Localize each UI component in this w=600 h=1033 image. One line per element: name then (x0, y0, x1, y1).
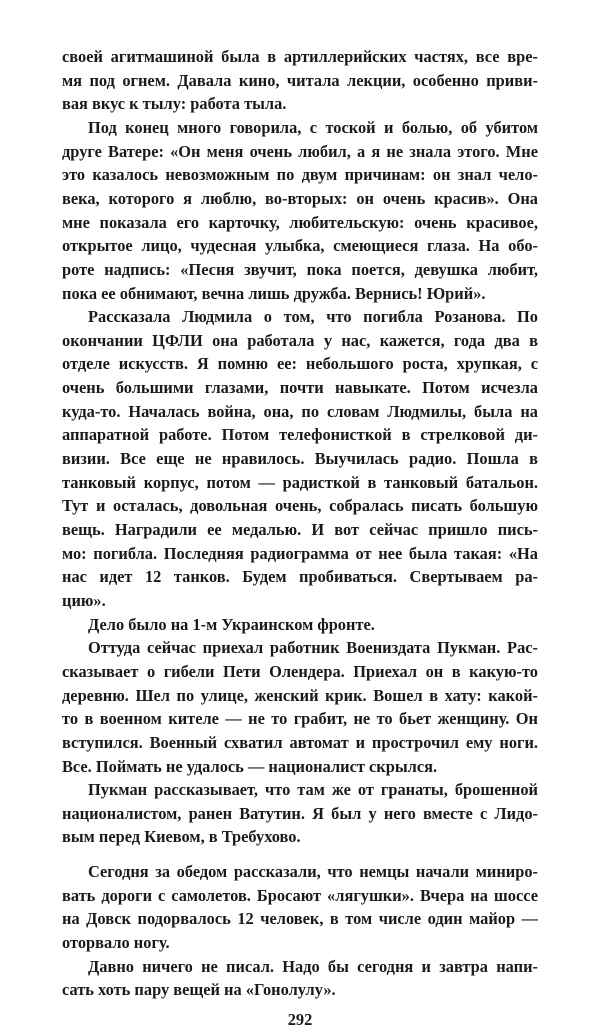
text-line: вым перед Киевом, в Требухово. (62, 827, 301, 846)
text-line: Под конец много говорила, с тоской и болью, об убитом (88, 118, 538, 137)
text-line: Дело было на 1-м Украинском фронте. (88, 615, 375, 634)
text-line: визии. Все еще не нравилось. Выучилась радио. Пошла в (62, 449, 538, 468)
text-line: танковый корпус, потом — радисткой в танковый батальон. (62, 473, 538, 492)
text-line: нас идет 12 танков. Будем пробиваться. Свертываем ра- (62, 567, 538, 586)
text-line: окончании ЦФЛИ она работала у нас, кажется, года два в (62, 331, 538, 350)
text-line: националистом, ранен Ватутин. Я был у него вместе с Лидо- (62, 804, 538, 823)
text-line: куда-то. Началась война, она, по словам Людмилы, была на (62, 402, 538, 421)
text-line: вступился. Военный схватил автомат и прострочил ему ноги. (62, 733, 538, 752)
text-line: то в военном кителе — не то грабит, не то бьет женщину. Он (62, 709, 538, 728)
text-line: аппаратной работе. Потом телефонисткой в стрелковой ди- (62, 425, 538, 444)
text-line: вать дороги с самолетов. Бросают «лягушки». Вчера на шоссе (62, 886, 538, 905)
text-line: цию». (62, 591, 106, 610)
text-line: мя под огнем. Давала кино, читала лекции, особенно приви- (62, 71, 538, 90)
text-line: это казалось невозможным по двум причинам: он знал чело- (62, 165, 538, 184)
text-line: века, которого я люблю, во-вторых: он очень красив». Она (62, 189, 538, 208)
text-line: мо: погибла. Последняя радиограмма от нее была такая: «На (62, 544, 538, 563)
text-line: на Довск подорвалось 12 человек, в том числе один майор — (62, 909, 538, 928)
text-line: вая вкус к тылу: работа тыла. (62, 94, 287, 113)
text-line: Пукман рассказывает, что там же от гранаты, брошенной (88, 780, 538, 799)
text-line: сказывает о гибели Пети Олендера. Приехал он в какую-то (62, 662, 538, 681)
text-line: оторвало ногу. (62, 933, 170, 952)
text-line: роте надпись: «Песня звучит, пока поется, девушка любит, (62, 260, 538, 279)
text-line: очень большими глазами, почти навыкате. Потом исчезла (62, 378, 538, 397)
text-line: Рассказала Людмила о том, что погибла Розанова. По (88, 307, 538, 326)
text-line: друге Ватере: «Он меня очень любил, а я не знала этого. Мне (62, 142, 538, 161)
text-line: деревню. Шел по улице, женский крик. Вошел в хату: какой- (62, 686, 538, 705)
page-number: 292 (287, 1010, 313, 1029)
text-line: своей агитмашиной была в артиллерийских частях, все вре- (62, 47, 538, 66)
text-line: Оттуда сейчас приехал работник Воениздата Пукман. Рас- (88, 638, 538, 657)
text-line: Тут и осталась, довольная очень, собралась писать большую (62, 496, 538, 515)
text-line: Все. Поймать не удалось — националист скрылся. (62, 757, 438, 776)
text-line: открытое лицо, чудесная улыбка, смеющиеся глаза. На обо- (62, 236, 538, 255)
text-line: отделе искусств. Я помню ее: небольшого роста, хрупкая, с (62, 354, 538, 373)
text-line: вещь. Наградили ее медалью. И вот сейчас пришло пись- (62, 520, 538, 539)
text-line: мне показала его карточку, любительскую: очень красивое, (62, 213, 538, 232)
text-line: Давно ничего не писал. Надо бы сегодня и завтра напи- (88, 957, 538, 976)
text-line: пока ее обнимают, вечна лишь дружба. Вернись! Юрий». (62, 284, 486, 303)
text-line: Сегодня за обедом рассказали, что немцы начали миниро- (88, 862, 538, 881)
text-line: сать хоть пару вещей на «Гонолулу». (62, 980, 336, 999)
